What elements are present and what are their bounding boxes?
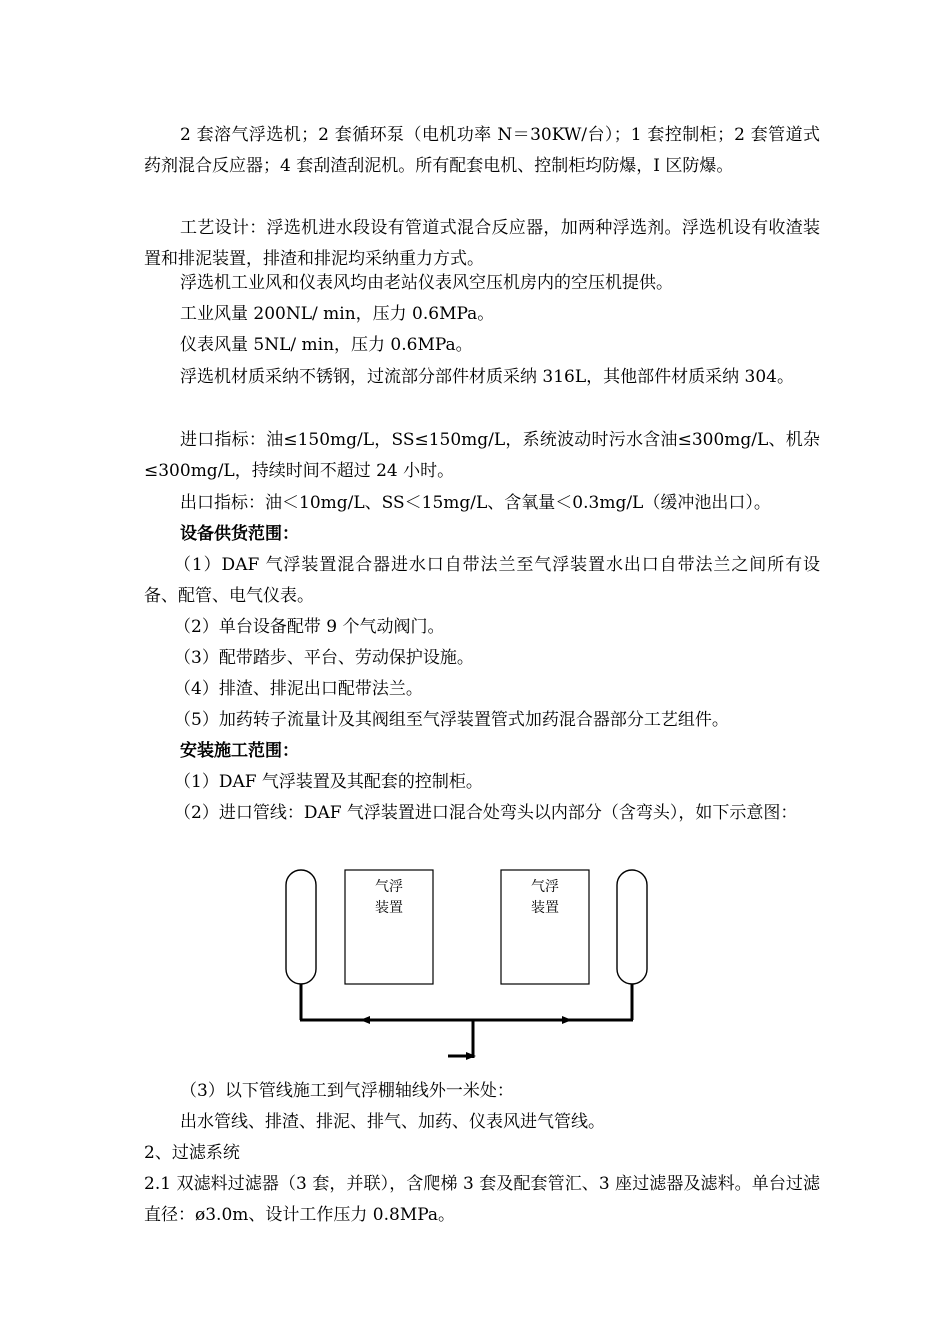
paragraph-pipelines: 出水管线、排渣、排泥、排气、加药、仪表风进气管线。 xyxy=(180,1112,605,1132)
paragraph-instrument-air: 仪表风量 5NL/ min，压力 0.6MPa。 xyxy=(180,335,473,355)
heading-supply-scope: 设备供货范围： xyxy=(180,524,299,544)
list-item-supply-5: （5）加药转子流量计及其阀组至气浮装置管式加药混合器部分工艺组件。 xyxy=(174,710,729,730)
list-item-supply-4: （4）排渣、排泥出口配带法兰。 xyxy=(174,679,423,699)
list-item-install-1: （1）DAF 气浮装置及其配套的控制柜。 xyxy=(174,772,483,792)
list-item-install-3: （3）以下管线施工到气浮棚轴线外一米处： xyxy=(180,1081,514,1101)
paragraph-industrial-air: 工业风量 200NL/ min，压力 0.6MPa。 xyxy=(180,304,495,324)
left-unit-label-line2: 装置 xyxy=(375,900,403,916)
paragraph-process-design: 工艺设计：浮选机进水段设有管道式混合反应器，加两种浮选剂。浮选机设有收渣装置和排泥装置，排渣和排泥均采纳重力方式。 xyxy=(144,218,820,269)
list-item-supply-2: （2）单台设备配带 9 个气动阀门。 xyxy=(174,617,445,637)
heading-install-scope: 安装施工范围： xyxy=(180,741,299,761)
paragraph-outlet-spec: 出口指标：油＜10mg/L、SS＜15mg/L、含氧量＜0.3mg/L（缓冲池出口）。 xyxy=(180,493,771,513)
paragraph-inlet-spec: 进口指标：油≤150mg/L，SS≤150mg/L，系统波动时污水含油≤300mg/L、机杂≤300mg/L，持续时间不超过 24 小时。 xyxy=(144,430,820,481)
list-item-supply-3: （3）配带踏步、平台、劳动保护设施。 xyxy=(174,648,474,668)
paragraph-equipment-list: 2 套溶气浮选机；2 套循环泵（电机功率 N＝30KW/台）；1 套控制柜；2 套管道式药剂混合反应器；4 套刮渣刮泥机。所有配套电机、控制柜均防爆，I 区防爆。 xyxy=(144,125,820,176)
daf-inlet-piping-diagram xyxy=(280,862,650,1067)
section-heading-filtration: 2、过滤系统 xyxy=(144,1143,240,1163)
list-item-install-2: （2）进口管线：DAF 气浮装置进口混合处弯头以内部分（含弯头），如下示意图： xyxy=(174,803,798,823)
left-unit-label-line1: 气浮 xyxy=(375,879,403,895)
paragraph-material: 浮选机材质采纳不锈钢，过流部分部件材质采纳 316L，其他部件材质采纳 304。 xyxy=(180,367,794,387)
paragraph-air-supply: 浮选机工业风和仪表风均由老站仪表风空压机房内的空压机提供。 xyxy=(180,273,673,293)
right-unit-label-line1: 气浮 xyxy=(531,879,559,895)
flow-arrow-left xyxy=(360,1016,370,1024)
list-item-supply-1: （1）DAF 气浮装置混合器进水口自带法兰至气浮装置水出口自带法兰之间所有设备、配管、电气仪表。 xyxy=(144,555,820,606)
flow-arrow-right xyxy=(562,1016,572,1024)
left-vessel xyxy=(286,870,316,984)
right-vessel xyxy=(617,870,647,984)
right-unit-label-line2: 装置 xyxy=(531,900,559,916)
paragraph-filter-spec: 2.1 双滤料过滤器（3 套，并联），含爬梯 3 套及配套管汇、3 座过滤器及滤料。单台过滤直径：ø3.0m、设计工作压力 0.8MPa。 xyxy=(144,1174,820,1225)
